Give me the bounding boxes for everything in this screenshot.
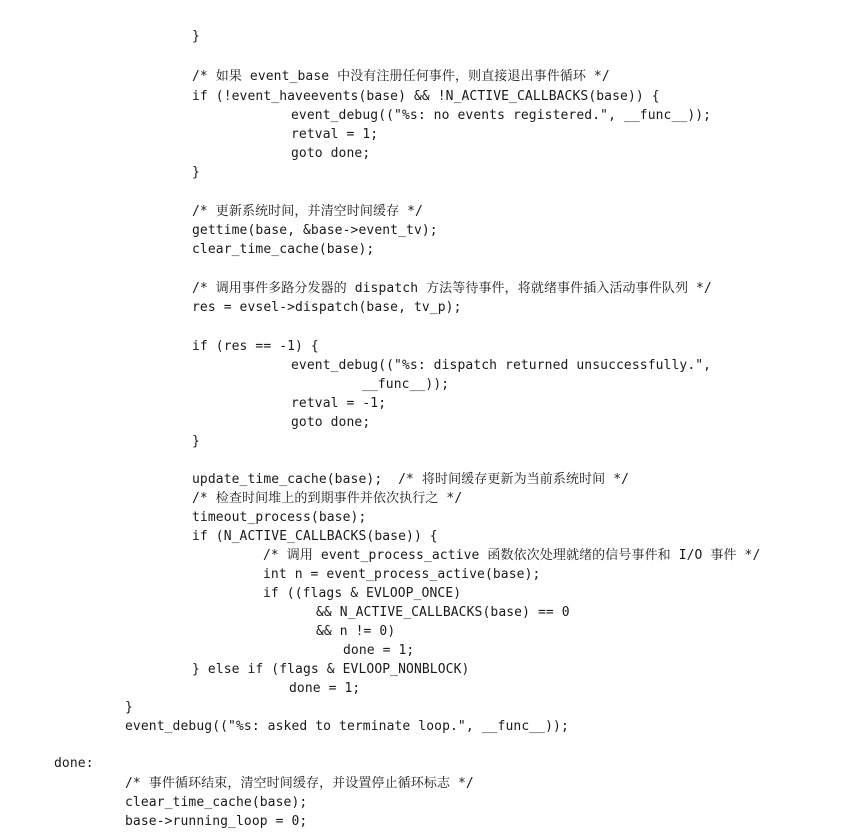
code-label: done: [54,756,94,771]
code-line: event_debug(("%s: asked to terminate loop.", __func__)); [125,719,569,734]
code-line: retval = -1; [291,396,387,411]
code-line: if (res == -1) { [192,339,319,354]
code-comment: /* 如果 event_base 中没有注册任何事件，则直接退出事件循环 */ [192,69,610,84]
code-comment: /* 检查时间堆上的到期事件并依次执行之 */ [192,491,463,506]
code-line: } [192,434,200,449]
code-line: gettime(base, &base->event_tv); [192,223,438,238]
code-line: goto done; [291,415,371,430]
code-line: base->running_loop = 0; [125,814,308,829]
code-line: done = 1; [343,643,415,658]
code-line: } else if (flags & EVLOOP_NONBLOCK) [192,662,470,677]
code-line: event_debug(("%s: dispatch returned unsuccessfully.", [291,358,712,373]
code-line: retval = 1; [291,127,379,142]
code-comment: /* 事件循环结束，清空时间缓存，并设置停止循环标志 */ [125,776,474,791]
code-line: } [192,29,200,44]
code-line: res = evsel->dispatch(base, tv_p); [192,300,462,315]
code-line: if ((flags & EVLOOP_ONCE) [263,586,462,601]
code-comment: /* 调用事件多路分发器的 dispatch 方法等待事件，将就绪事件插入活动事件队列 */ [192,281,712,296]
code-line: if (N_ACTIVE_CALLBACKS(base)) { [192,529,438,544]
code-line: } [125,700,133,715]
code-line: clear_time_cache(base); [192,242,375,257]
code-line: goto done; [291,146,371,161]
code-line: && n != 0) [316,624,396,639]
code-comment: /* 更新系统时间，并清空时间缓存 */ [192,204,423,219]
code-line: int n = event_process_active(base); [263,567,541,582]
code-line: timeout_process(base); [192,510,367,525]
code-line: clear_time_cache(base); [125,795,308,810]
code-line: update_time_cache(base); /* 将时间缓存更新为当前系统时间 */ [192,472,630,487]
code-line: event_debug(("%s: no events registered.", __func__)); [291,108,712,123]
code-line: } [192,165,200,180]
code-line: __func__)); [362,377,450,392]
code-comment: /* 调用 event_process_active 函数依次处理就绪的信号事件和 I/O 事件 */ [263,548,761,563]
code-line: done = 1; [289,681,361,696]
code-line: && N_ACTIVE_CALLBACKS(base) == 0 [316,605,570,620]
code-line: if (!event_haveevents(base) && !N_ACTIVE_CALLBACKS(base)) { [192,89,660,104]
